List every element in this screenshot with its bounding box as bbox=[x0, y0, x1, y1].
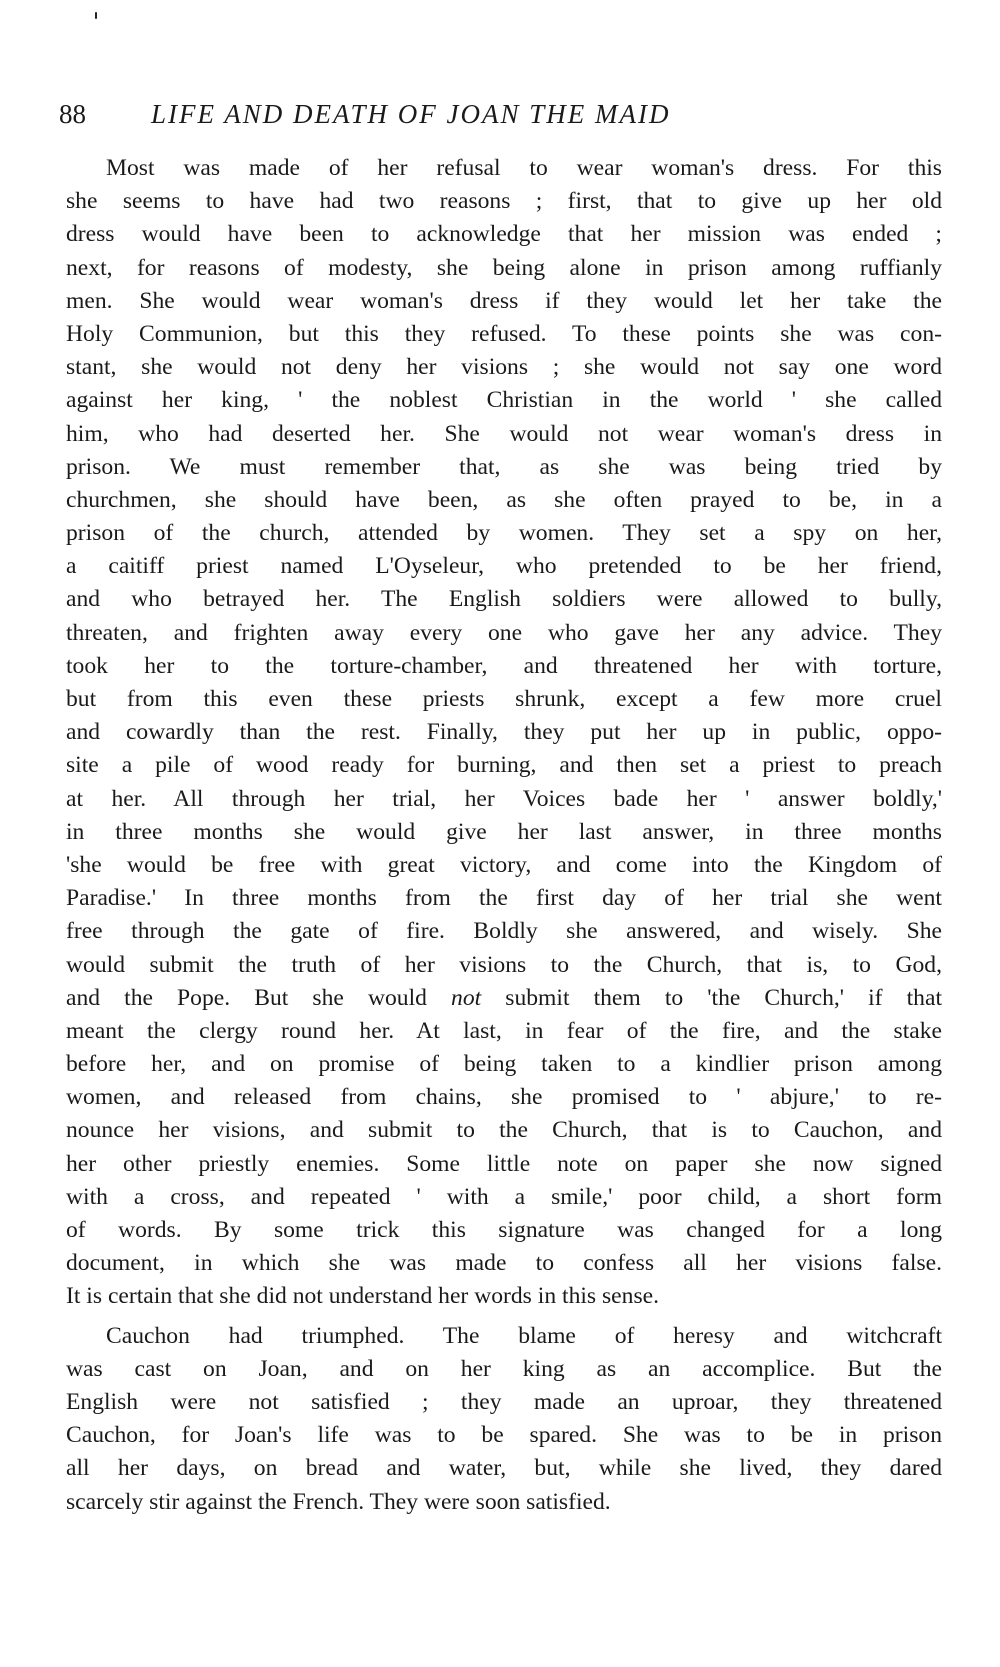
text-line: meant the clergy round her. At last, in fear of the fire, and the stake bbox=[66, 1017, 942, 1044]
text-line: scarcely stir against the French. They were soon satisfied. bbox=[66, 1488, 611, 1515]
text-line: of words. By some trick this signature was changed for a long bbox=[66, 1217, 942, 1243]
text-line: Holy Communion, but this they refused. To these points she was con- bbox=[66, 320, 942, 347]
paragraph bbox=[66, 152, 942, 1314]
text-line: but from this even these priests shrunk, except a few more cruel bbox=[66, 686, 942, 712]
text-line: stant, she would not deny her visions ; she would not say one word bbox=[66, 354, 942, 381]
text-line: Cauchon had triumphed. The blame of heresy and witchcraft bbox=[106, 1322, 942, 1349]
text-line: a caitiff priest named L'Oyseleur, who pretended to be her friend, bbox=[66, 553, 942, 580]
text-line: women, and released from chains, she promised to ' abjure,' to re- bbox=[66, 1084, 942, 1111]
text-line: took her to the torture-chamber, and threatened her with torture, bbox=[66, 652, 942, 679]
text-line: free through the gate of fire. Boldly she answered, and wisely. She bbox=[66, 918, 942, 945]
text-line: 'she would be free with great victory, and come into the Kingdom of bbox=[66, 851, 942, 878]
text-line: dress would have been to acknowledge that her mission was ended ; bbox=[66, 221, 942, 248]
text-line: It is certain that she did not understand her words in this sense. bbox=[66, 1283, 660, 1310]
page-number: 88 bbox=[59, 99, 86, 129]
text-line: site a pile of wood ready for burning, and then set a priest to preach bbox=[66, 752, 942, 779]
text-line: Most was made of her refusal to wear woman's dress. For this bbox=[106, 155, 942, 181]
text-line: Paradise.' In three months from the first day of her trial she went bbox=[66, 885, 942, 912]
body-text bbox=[66, 152, 942, 1519]
text-line: him, who had deserted her. She would not wear woman's dress in bbox=[66, 420, 942, 447]
running-title: LIFE AND DEATH OF JOAN THE MAID bbox=[151, 99, 671, 129]
text-line: was cast on Joan, and on her king as an accomplice. But the bbox=[66, 1355, 942, 1382]
page-header bbox=[59, 94, 949, 134]
ink-speck bbox=[95, 12, 97, 19]
text-line: men. She would wear woman's dress if they would let her take the bbox=[66, 287, 942, 314]
text-line: her other priestly enemies. Some little note on paper she now signed bbox=[66, 1150, 942, 1177]
text-line: at her. All through her trial, her Voices bade her ' answer boldly,' bbox=[66, 785, 942, 812]
text-line: prison of the church, attended by women. They set a spy on her, bbox=[66, 520, 942, 547]
text-line: in three months she would give her last answer, in three months bbox=[66, 818, 942, 845]
text-line: document, in which she was made to confess all her visions false. bbox=[66, 1250, 942, 1277]
text-line: nounce her visions, and submit to the Church, that is to Cauchon, and bbox=[66, 1117, 942, 1144]
emphasis-not: not bbox=[451, 984, 482, 1011]
text-line: and who betrayed her. The English soldiers were allowed to bully, bbox=[66, 586, 942, 613]
text-line: prison. We must remember that, as she was being tried by bbox=[66, 453, 942, 480]
text-line: and the Pope. But she would not submit them to 'the Church,' if that bbox=[66, 984, 943, 1011]
text-line: would submit the truth of her visions to the Church, that is, to God, bbox=[66, 951, 942, 978]
text-line: Cauchon, for Joan's life was to be spared. She was to be in prison bbox=[66, 1422, 942, 1449]
text-line: before her, and on promise of being taken to a kindlier prison among bbox=[66, 1051, 942, 1078]
text-line: she seems to have had two reasons ; first, that to give up her old bbox=[66, 188, 942, 215]
text-line: and cowardly than the rest. Finally, they put her up in public, oppo- bbox=[66, 719, 942, 746]
text-line: English were not satisfied ; they made an uproar, they threatened bbox=[66, 1388, 942, 1415]
text-line: next, for reasons of modesty, she being alone in prison among ruffianly bbox=[66, 254, 942, 281]
text-line: churchmen, she should have been, as she often prayed to be, in a bbox=[66, 486, 942, 513]
text-line: threaten, and frighten away every one who gave her any advice. They bbox=[66, 619, 942, 646]
text-line: with a cross, and repeated ' with a smile,' poor child, a short form bbox=[66, 1183, 942, 1210]
text-line: against her king, ' the noblest Christian in the world ' she called bbox=[66, 387, 942, 414]
text-line: all her days, on bread and water, but, while she lived, they dared bbox=[66, 1455, 942, 1482]
paragraph bbox=[66, 1320, 942, 1519]
